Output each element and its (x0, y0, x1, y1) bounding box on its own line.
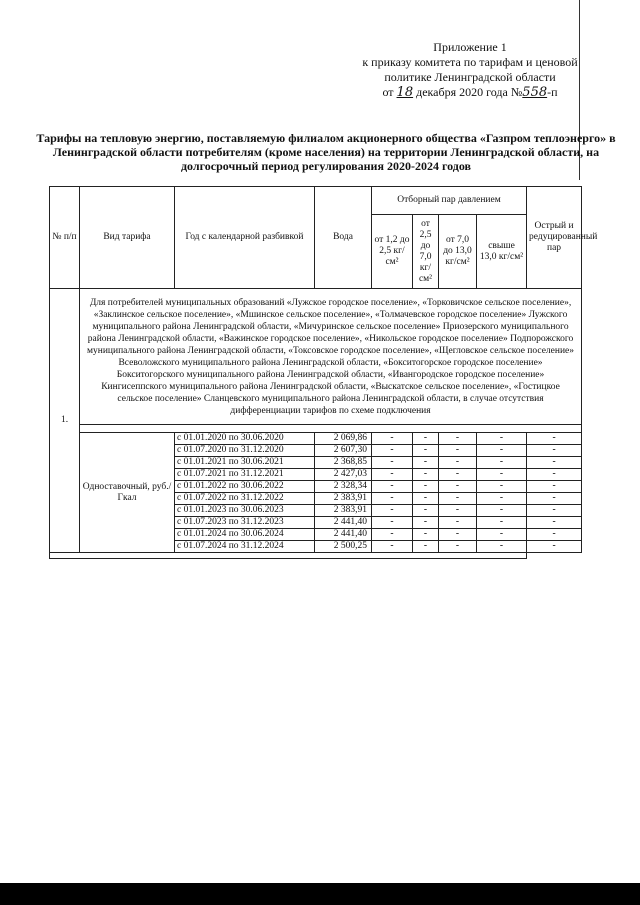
empty-tariff-cell: - (413, 445, 439, 457)
order-reference: к приказу комитета по тарифам и ценовой (362, 55, 578, 69)
empty-tariff-cell: - (477, 529, 527, 541)
empty-tariff-cell: - (527, 517, 582, 529)
committee-region: политике Ленинградской области (384, 70, 556, 84)
empty-tariff-cell: - (527, 505, 582, 517)
water-tariff-cell: 2 500,25 (315, 541, 372, 553)
empty-tariff-cell: - (372, 541, 413, 553)
period-cell: с 01.07.2021 по 31.12.2021 (175, 469, 315, 481)
date-middle: декабря 2020 года № (416, 85, 523, 99)
empty-tariff-cell: - (477, 517, 527, 529)
empty-tariff-cell: - (439, 529, 477, 541)
header-pressure-3: от 7,0 до 13,0 кг/см² (439, 215, 477, 289)
empty-tariff-cell: - (372, 445, 413, 457)
order-number: 558 (522, 85, 548, 100)
header-water: Вода (315, 187, 372, 289)
appendix-header (340, 40, 600, 100)
empty-tariff-cell: - (413, 529, 439, 541)
tariff-name: Одноставочный, руб./Гкал (80, 433, 175, 553)
period-cell: с 01.01.2024 по 30.06.2024 (175, 529, 315, 541)
empty-tariff-cell: - (527, 529, 582, 541)
period-cell: с 01.01.2020 по 30.06.2020 (175, 433, 315, 445)
date-suffix: -п (547, 85, 558, 99)
period-cell: с 01.07.2022 по 31.12.2022 (175, 493, 315, 505)
spacer-row (80, 425, 582, 433)
water-tariff-cell: 2 383,91 (315, 493, 372, 505)
empty-tariff-cell: - (372, 529, 413, 541)
header-steam-group: Отборный пар давлением (372, 187, 527, 215)
empty-tariff-cell: - (477, 481, 527, 493)
empty-tariff-cell: - (477, 457, 527, 469)
empty-tariff-cell: - (477, 493, 527, 505)
empty-tariff-cell: - (372, 493, 413, 505)
spacer-row (50, 553, 527, 559)
empty-tariff-cell: - (413, 481, 439, 493)
water-tariff-cell: 2 607,30 (315, 445, 372, 457)
order-date-line (340, 85, 600, 100)
header-sharp-steam: Острый и редуцированный пар (527, 187, 582, 289)
empty-tariff-cell: - (439, 493, 477, 505)
empty-tariff-cell: - (439, 541, 477, 553)
empty-tariff-cell: - (413, 505, 439, 517)
empty-tariff-cell: - (372, 457, 413, 469)
empty-tariff-cell: - (413, 457, 439, 469)
empty-tariff-cell: - (372, 433, 413, 445)
empty-tariff-cell: - (439, 433, 477, 445)
date-prefix: от (382, 85, 394, 99)
empty-tariff-cell: - (372, 517, 413, 529)
period-cell: с 01.01.2023 по 30.06.2023 (175, 505, 315, 517)
empty-tariff-cell: - (477, 505, 527, 517)
empty-tariff-cell: - (413, 517, 439, 529)
empty-tariff-cell: - (413, 469, 439, 481)
empty-tariff-cell: - (477, 541, 527, 553)
empty-tariff-cell: - (527, 457, 582, 469)
empty-tariff-cell: - (372, 505, 413, 517)
order-day: 18 (396, 85, 414, 100)
empty-tariff-cell: - (439, 517, 477, 529)
header-num: № п/п (50, 187, 80, 289)
empty-tariff-cell: - (477, 469, 527, 481)
period-cell: с 01.07.2020 по 31.12.2020 (175, 445, 315, 457)
period-cell: с 01.07.2023 по 31.12.2023 (175, 517, 315, 529)
document-title: Тарифы на тепловую энергию, поставляемую филиалом акционерного общества «Газпром теплоэнерго» в Ленинградской области потребителям (кроме населения) на территории Ленинградской области, на долгосрочный период регулирования 2020-2024 годов (36, 131, 616, 173)
empty-tariff-cell: - (413, 493, 439, 505)
empty-tariff-cell: - (439, 469, 477, 481)
water-tariff-cell: 2 328,34 (315, 481, 372, 493)
empty-tariff-cell: - (527, 541, 582, 553)
empty-tariff-cell: - (527, 445, 582, 457)
empty-tariff-cell: - (439, 481, 477, 493)
empty-tariff-cell: - (372, 481, 413, 493)
period-cell: с 01.01.2021 по 30.06.2021 (175, 457, 315, 469)
header-pressure-4: свыше 13,0 кг/см² (477, 215, 527, 289)
water-tariff-cell: 2 383,91 (315, 505, 372, 517)
header-year: Год с календарной разбивкой (175, 187, 315, 289)
empty-tariff-cell: - (439, 505, 477, 517)
period-cell: с 01.07.2024 по 31.12.2024 (175, 541, 315, 553)
empty-tariff-cell: - (413, 541, 439, 553)
water-tariff-cell: 2 441,40 (315, 529, 372, 541)
empty-tariff-cell: - (439, 457, 477, 469)
water-tariff-cell: 2 069,86 (315, 433, 372, 445)
header-pressure-2: от 2,5 до 7,0 кг/см² (413, 215, 439, 289)
empty-tariff-cell: - (372, 469, 413, 481)
empty-tariff-cell: - (477, 445, 527, 457)
water-tariff-cell: 2 441,40 (315, 517, 372, 529)
water-tariff-cell: 2 427,03 (315, 469, 372, 481)
header-pressure-1: от 1,2 до 2,5 кг/см² (372, 215, 413, 289)
empty-tariff-cell: - (527, 433, 582, 445)
empty-tariff-cell: - (477, 433, 527, 445)
empty-tariff-cell: - (413, 433, 439, 445)
appendix-label: Приложение 1 (433, 40, 507, 54)
consumers-description: Для потребителей муниципальных образований «Лужское городское поселение», «Торковичское сельское поселение», «Заклинское сельское поселение», «Мшинское сельское поселение», «Толмачевское городское поселение» Лужского муниципального района Ленинградской области, «Мичуринское сельское поселение» Приозерского муниципального района Ленинградской области, «Важинское городское поселение», «Никольское городское поселение» Подпорожского муниципального района Ленинградской области, «Токсовское городское поселение», «Щегловское сельское поселение» Всеволожского муниципального района Ленинградской области, «Бокситогорское городское поселение» Бокситогорского муниципального района Ленинградской области, «Ивангородское городское поселение» Кингисеппского муниципального района Ленинградской области, «Выскатское сельское поселение», «Гостицкое сельское поселение» Сланцевского муниципального района Ленинградской области, в случае отсутствия дифференциации тарифов по схеме подключения (80, 289, 582, 425)
empty-tariff-cell: - (439, 445, 477, 457)
empty-tariff-cell: - (527, 481, 582, 493)
period-cell: с 01.01.2022 по 30.06.2022 (175, 481, 315, 493)
tariff-table (49, 186, 598, 559)
empty-tariff-cell: - (527, 493, 582, 505)
scan-bottom-edge (0, 883, 640, 905)
tariff-row (50, 433, 582, 445)
empty-tariff-cell: - (527, 469, 582, 481)
water-tariff-cell: 2 368,85 (315, 457, 372, 469)
header-tariff-type: Вид тарифа (80, 187, 175, 289)
row-number: 1. (50, 289, 80, 553)
